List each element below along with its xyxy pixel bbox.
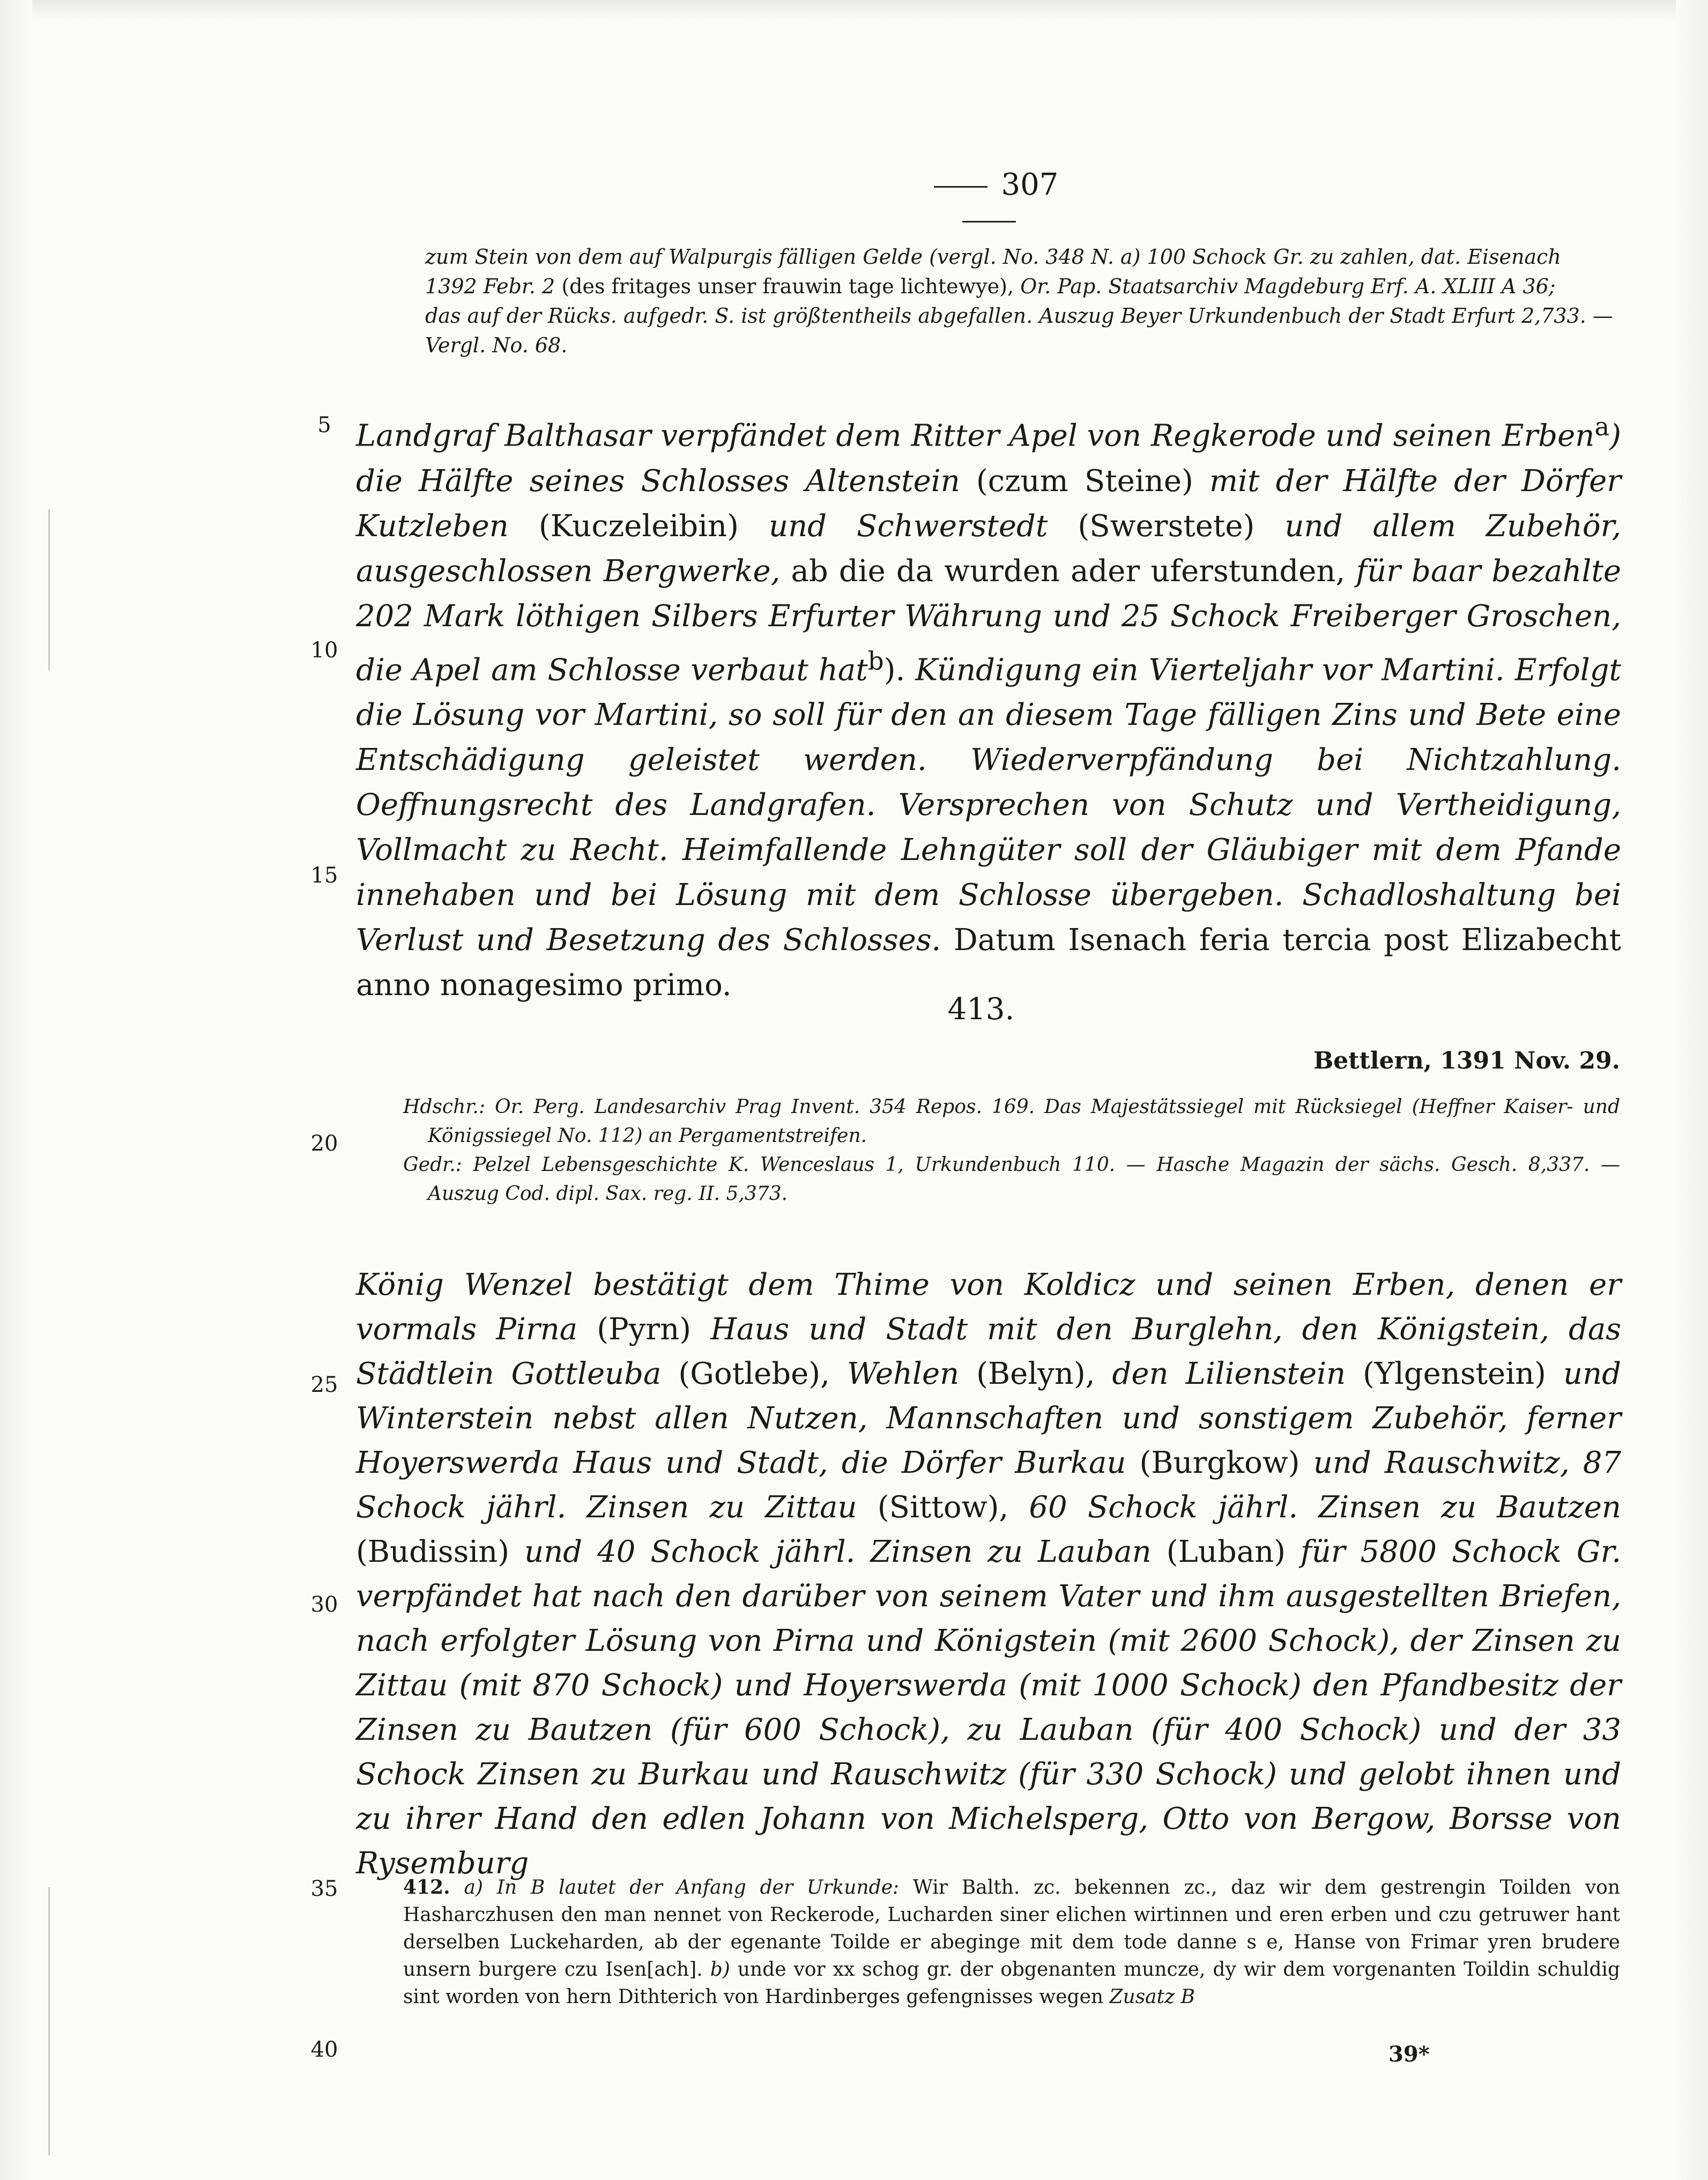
page-number: 307	[887, 167, 1091, 237]
line-number: 35	[310, 1877, 338, 1901]
line-number: 15	[310, 863, 338, 888]
print-source: Gedr.: Pelzel Lebensgeschichte K. Wenceslaus 1, Urkundenbuch 110. — Hasche Magazin der sächs. Gesch. 8,337. — Auszug Cod. dipl. Sax. reg. II. 5,373.	[403, 1154, 1620, 1205]
regest-412: Landgraf Balthasar verpfändet dem Ritter Apel von Regkerode und seinen Erben$^a$) die Hälfte seines Schlosses Altenstein (czum Steine) mit der Hälfte der Dörfer Kutzleben (Kuczeleibin) und Schwerstedt (Swerstete) und allem Zubehör, ausgeschlossen Bergwerke, ab die da wurden ader uferstunden, für baar bezahlte 202 Mark löthigen Silbers Erfurter Währung und 25 Schock Freiberger Groschen, die Apel am Schlosse verbaut hat$^b$). Kündigung ein Vierteljahr vor Martini. Erfolgt die Lösung vor Martini, so soll für den an diesem Tage fälligen Zins und Bete eine Entschädigung geleistet werden. Wiederverpfändung bei Nichtzahlung. Oeffnungsrecht des Landgrafen. Versprechen von Schutz und Vertheidigung, Vollmacht zu Recht. Heimfallende Lehngüter soll der Gläubiger mit dem Pfande innehaben und bei Lösung mit dem Schlosse übergeben. Schadloshaltung bei Verlust und Besetzung des Schlosses. Datum Isenach feria tercia post Elizabecht anno nonagesimo primo.	[356, 413, 1622, 1003]
scan-edge-top	[0, 0, 1708, 21]
top-note-line: das auf der Rücks. aufgedr. S. ist größtentheils abgefallen. Auszug Beyer Urkundenbuch der Stadt Erfurt 2,733. —	[425, 304, 1613, 328]
top-note-line: zum Stein von dem auf Walpurgis fälligen Gelde (vergl. No. 348 N. a) 100 Schock Gr. zu zahlen, dat. Eisenach	[425, 245, 1561, 269]
place-date: Bettlern, 1391 Nov. 29.	[1313, 1047, 1620, 1074]
top-note-line: 1392 Febr. 2 (des fritages unser frauwin tage lichtewye), Or. Pap. Staatsarchiv Magdeburg Erf. A. XLIII A 36;	[425, 275, 1556, 298]
binding-mark	[48, 509, 50, 670]
line-number: 20	[310, 1131, 338, 1156]
binding-mark	[48, 1887, 50, 2155]
scan-edge-right	[1676, 0, 1708, 2180]
sheet-signature: 39*	[1388, 2042, 1430, 2067]
manuscript-source: Hdschr.: Or. Perg. Landesarchiv Prag Invent. 354 Repos. 169. Das Majestätssiegel mit Rücksiegel (Heffner Kaiser- und Königssiegel No. 112) an Pergamentstreifen.	[403, 1096, 1620, 1147]
regest-413: König Wenzel bestätigt dem Thime von Koldicz und seinen Erben, denen er vormals Pirna (Pyrn) Haus und Stadt mit den Burglehn, den Königstein, das Städtlein Gottleuba (Gotlebe), Wehlen (Belyn), den Lilienstein (Ylgenstein) und Winterstein nebst allen Nutzen, Mannschaften und sonstigem Zubehör, ferner Hoyerswerda Haus und Stadt, die Dörfer Burkau (Burgkow) und Rauschwitz, 87 Schock jährl. Zinsen zu Zittau (Sittow), 60 Schock jährl. Zinsen zu Bautzen (Budissin) und 40 Schock jährl. Zinsen zu Lauban (Luban) für 5800 Schock Gr. verpfändet hat nach den darüber von seinem Vater und ihm ausgestellten Briefen, nach erfolgter Lösung von Pirna und Königstein (mit 2600 Schock), der Zinsen zu Zittau (mit 870 Schock) und Hoyerswerda (mit 1000 Schock) den Pfandbesitz der Zinsen zu Bautzen (für 600 Schock), zu Lauban (für 400 Schock) und der 33 Schock Zinsen zu Burkau und Rauschwitz (für 330 Schock) und gelobt ihnen und zu ihrer Hand den edlen Johann von Michelsperg, Otto von Bergow, Borsse von Rysemburg	[356, 1267, 1622, 1881]
scan-edge-left	[0, 0, 32, 2180]
top-note	[425, 242, 1621, 360]
line-number: 40	[310, 2037, 338, 2062]
line-number: 30	[310, 1592, 338, 1617]
top-note-line: Vergl. No. 68.	[425, 333, 568, 357]
document-number: 413.	[947, 992, 1015, 1027]
line-number: 10	[310, 638, 338, 663]
footnote-412: 412. a) In B lautet der Anfang der Urkunde: Wir Balth. zc. bekennen zc., daz wir dem gestrengin Toilden von Hasharczhusen den man nennet von Reckerode, Lucharden siner elichen wirtinnen und eren erben und czu getruwer hant derselben Luckeharden, ab der egenante Toilde er abeginge mit dem tode danne s e, Hanse von Frimar yren brudere unsern burgere czu Isen[ach]. b) unde vor xx schog gr. der obgenanten muncze, dy wir dem vorgenanten Toildin schuldig sint worden von hern Dithterich von Hardinberges gefengnisses wegen Zusatz B	[403, 1876, 1621, 2008]
line-number: 25	[310, 1373, 338, 1397]
line-number: 5	[317, 413, 331, 438]
manuscript-notes	[403, 1093, 1620, 1208]
